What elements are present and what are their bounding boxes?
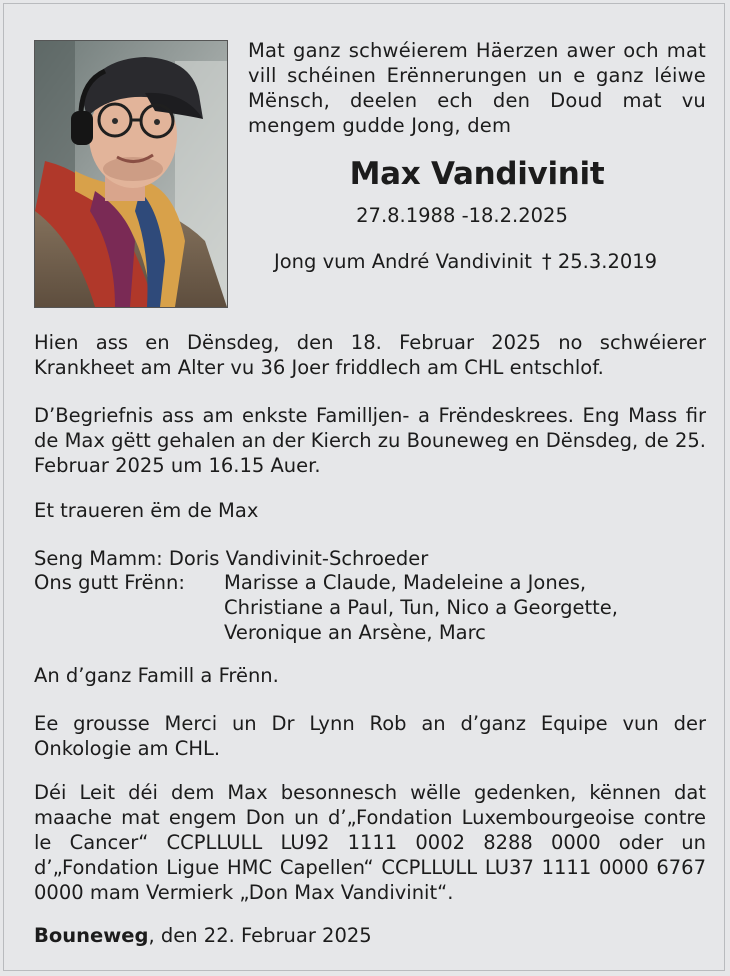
mourners-intro: Et traueren ëm de Max <box>34 499 259 522</box>
mother-name: Doris Vandivinit-Schroeder <box>168 547 429 570</box>
portrait-photo <box>34 40 228 308</box>
friends-list <box>224 570 618 645</box>
deceased-name: Max Vandivinit <box>349 156 605 192</box>
father-text: Jong vum André Vandivinit <box>274 250 532 273</box>
signature-line <box>34 923 372 948</box>
father-death-date: † 25.3.2019 <box>541 250 658 273</box>
donation-paragraph: Déi Leit déi dem Max besonnesch wëlle gedenken, kënnen dat maache mat engem Don un d’„Fondation Luxembourgeoise contre le Cancer“ CCPLLULL LU92 1111 0002 8288 0000 oder un d’„Fondation Ligue HMC Capellen“ CCPLLULL LU37 1111 0000 6767 0000 mam Vermierk „Don Max Vandivinit“. <box>34 781 706 904</box>
obituary-notice <box>3 3 725 971</box>
portrait-illustration <box>35 41 227 307</box>
friends-line: Marisse a Claude, Madeleine a Jones, <box>224 571 587 594</box>
thanks-paragraph: Ee grousse Merci un Dr Lynn Rob an d’ganz Equipe vun der Onkologie am CHL. <box>34 712 706 760</box>
mother-row <box>34 546 428 571</box>
family-line: An d’ganz Famill a Frënn. <box>34 664 279 687</box>
friends-line: Veronique an Arsène, Marc <box>224 621 486 644</box>
signature-date: , den 22. Februar 2025 <box>148 924 372 947</box>
friends-label: Ons gutt Frënn: <box>34 571 185 594</box>
friends-line: Christiane a Paul, Tun, Nico a Georgette, <box>224 596 618 619</box>
death-notice-paragraph: Hien ass en Dënsdeg, den 18. Februar 2025 no schwéierer Krankheet am Alter vu 36 Joer friddlech am CHL entschlof. <box>34 331 706 379</box>
funeral-paragraph: D’Begriefnis ass am enkste Familljen- a Frëndeskrees. Eng Mass fir de Max gëtt gehalen an der Kierch zu Bouneweg en Dënsdeg, de 25. Februar 2025 um 16.15 Auer. <box>34 404 706 477</box>
father-line <box>274 250 657 273</box>
intro-text: Mat ganz schwéierem Häerzen awer och mat vill schéinen Erënnerungen un e ganz léiwe Mënsch, deelen ech den Doud mat vu mengem gudde Jong, dem <box>248 39 706 137</box>
mother-label: Seng Mamm: <box>34 547 163 570</box>
life-dates: 27.8.1988 -18.2.2025 <box>356 204 568 227</box>
signature-place: Bouneweg <box>34 924 149 947</box>
